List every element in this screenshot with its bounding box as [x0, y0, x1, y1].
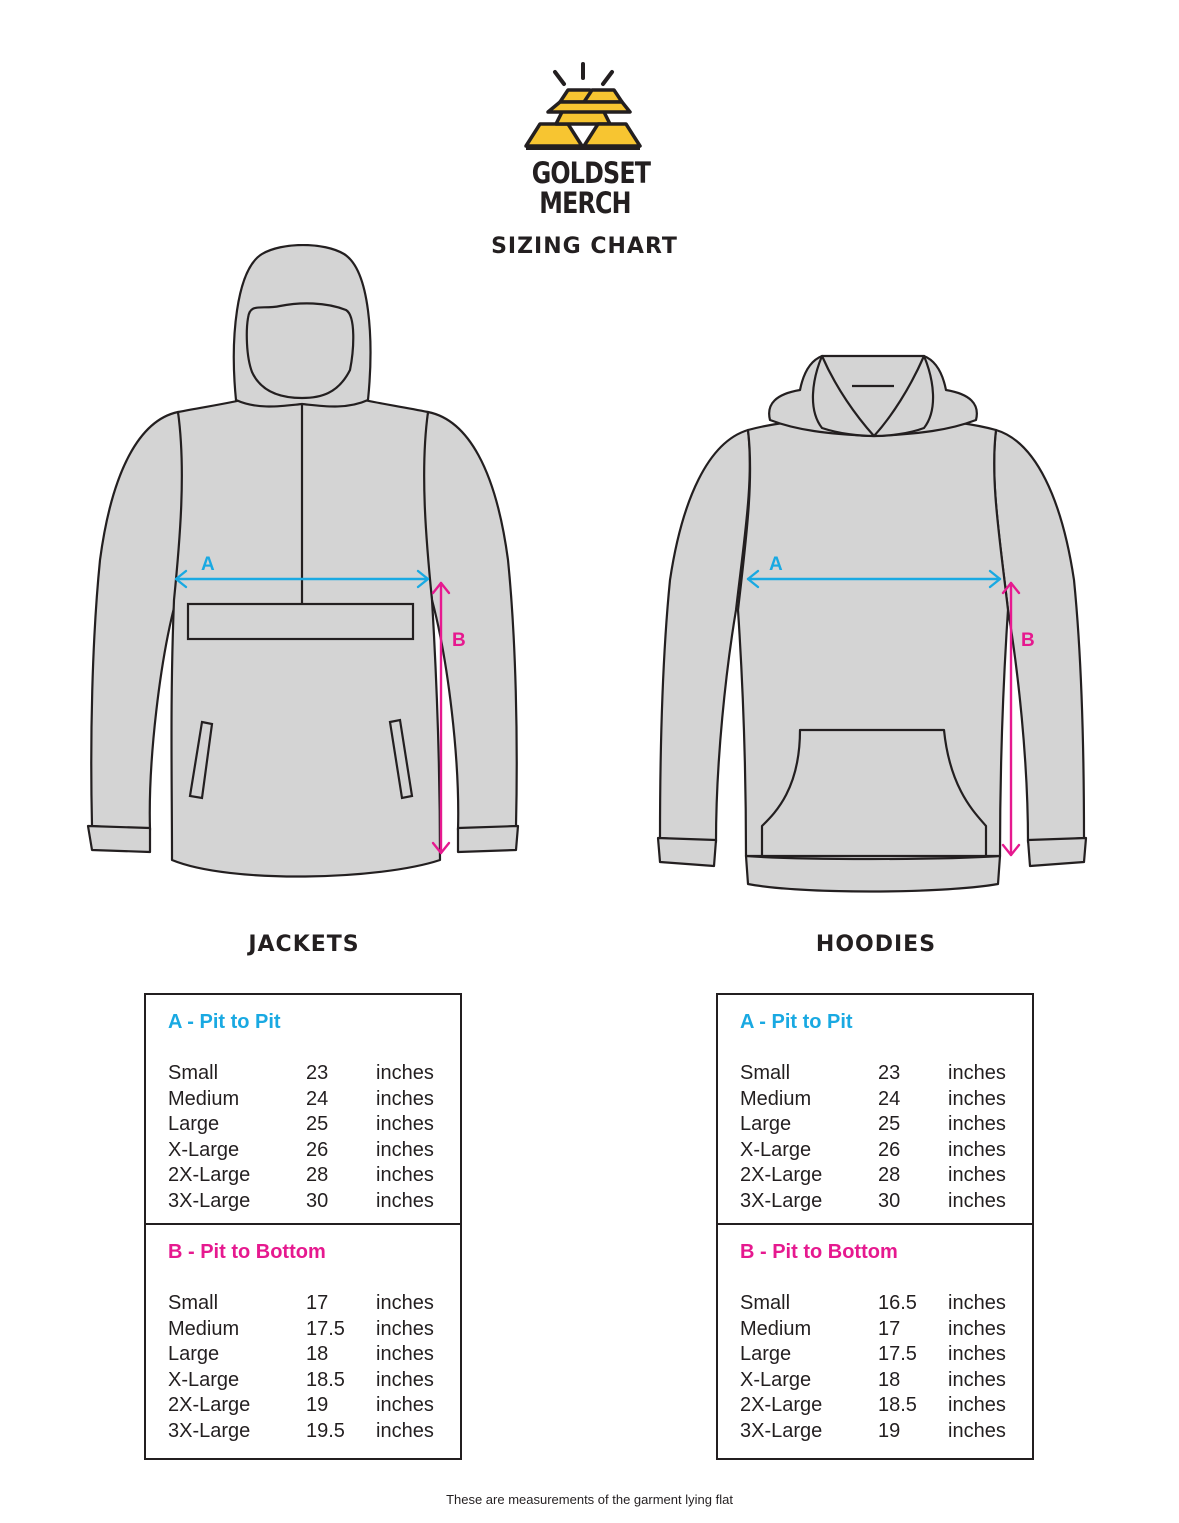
pit-to-pit-heading: A - Pit to Pit — [740, 1011, 853, 1033]
size-label: Large — [740, 1113, 792, 1136]
hoodies-title: HOODIES — [815, 932, 937, 957]
size-value: 19.5 — [306, 1419, 345, 1442]
size-unit: inches — [376, 1062, 434, 1084]
size-value: 18 — [878, 1368, 901, 1391]
jacket-measure-b-label: B — [452, 630, 466, 651]
size-label: 3X-Large — [740, 1419, 823, 1442]
size-unit: inches — [376, 1164, 434, 1187]
size-unit: inches — [376, 1368, 434, 1391]
size-unit: inches — [948, 1317, 1006, 1340]
size-label: Medium — [168, 1087, 240, 1110]
size-label: 2X-Large — [168, 1164, 251, 1187]
size-row — [740, 1368, 1032, 1394]
size-value: 25 — [306, 1113, 329, 1136]
hoodie-measure-b-label: B — [1021, 630, 1035, 651]
size-unit: inches — [948, 1138, 1006, 1161]
size-row — [740, 1061, 1032, 1087]
size-row — [168, 1087, 460, 1113]
size-label: X-Large — [168, 1368, 240, 1391]
size-value: 18.5 — [878, 1394, 917, 1417]
size-label: Large — [740, 1343, 792, 1366]
size-label: X-Large — [168, 1138, 240, 1161]
size-value: 16.5 — [878, 1292, 917, 1314]
size-unit: inches — [948, 1189, 1006, 1212]
pit-to-bottom-heading: B - Pit to Bottom — [740, 1241, 898, 1263]
size-value: 26 — [878, 1138, 901, 1161]
size-row — [168, 1317, 460, 1343]
size-row — [168, 1342, 460, 1368]
size-label: X-Large — [740, 1368, 812, 1391]
size-unit: inches — [948, 1292, 1006, 1314]
size-label: 3X-Large — [168, 1419, 251, 1442]
jackets-title: JACKETS — [248, 932, 360, 957]
brand-name-line1: GOLDSET — [531, 156, 651, 190]
size-label: Small — [168, 1062, 219, 1084]
pit-to-bottom-section — [146, 1225, 460, 1460]
size-label: 3X-Large — [740, 1189, 823, 1212]
size-row — [740, 1138, 1032, 1164]
size-value: 23 — [878, 1062, 901, 1084]
brand-logo — [520, 62, 650, 227]
size-row — [740, 1163, 1032, 1189]
footnote: These are measurements of the garment lying flat — [446, 1492, 733, 1507]
size-unit: inches — [948, 1343, 1006, 1366]
size-label: Small — [740, 1292, 791, 1314]
size-row — [168, 1393, 460, 1419]
size-value: 24 — [878, 1087, 901, 1110]
size-unit: inches — [948, 1419, 1006, 1442]
size-row — [740, 1342, 1032, 1368]
size-unit: inches — [376, 1292, 434, 1314]
size-value: 17 — [306, 1292, 329, 1314]
hoodie-illustration — [650, 350, 1090, 895]
pit-to-bottom-heading: B - Pit to Bottom — [168, 1241, 326, 1263]
jacket-measure-a-label: A — [201, 554, 215, 575]
size-unit: inches — [376, 1394, 434, 1417]
size-unit: inches — [376, 1087, 434, 1110]
size-row — [168, 1112, 460, 1138]
size-row — [168, 1291, 460, 1317]
size-row — [740, 1393, 1032, 1419]
size-row — [740, 1189, 1032, 1215]
size-row — [168, 1368, 460, 1394]
size-unit: inches — [948, 1368, 1006, 1391]
size-value: 17.5 — [306, 1317, 345, 1340]
size-value: 17 — [878, 1317, 901, 1340]
size-row — [168, 1163, 460, 1189]
size-label: Medium — [740, 1087, 812, 1110]
size-value: 19 — [878, 1419, 901, 1442]
size-unit: inches — [376, 1113, 434, 1136]
size-label: Small — [740, 1062, 791, 1084]
size-value: 18.5 — [306, 1368, 345, 1391]
size-row — [168, 1189, 460, 1215]
size-unit: inches — [376, 1189, 434, 1212]
size-unit: inches — [948, 1062, 1006, 1084]
size-unit: inches — [948, 1113, 1006, 1136]
size-label: Large — [168, 1113, 220, 1136]
size-row — [168, 1061, 460, 1087]
size-label: 3X-Large — [168, 1189, 251, 1212]
jacket-illustration — [85, 244, 525, 889]
brand-name-line2: MERCH — [539, 186, 631, 220]
size-label: Medium — [740, 1317, 812, 1340]
size-value: 19 — [306, 1394, 329, 1417]
size-row — [740, 1317, 1032, 1343]
size-value: 28 — [306, 1164, 329, 1187]
size-label: Large — [168, 1343, 220, 1366]
size-value: 23 — [306, 1062, 329, 1084]
size-unit: inches — [948, 1394, 1006, 1417]
jackets-size-table — [144, 993, 462, 1460]
size-row — [740, 1112, 1032, 1138]
size-row — [740, 1291, 1032, 1317]
size-unit: inches — [376, 1317, 434, 1340]
size-row — [168, 1419, 460, 1445]
size-label: Medium — [168, 1317, 240, 1340]
size-value: 24 — [306, 1087, 329, 1110]
size-label: 2X-Large — [740, 1394, 823, 1417]
pit-to-pit-heading: A - Pit to Pit — [168, 1011, 281, 1033]
size-label: X-Large — [740, 1138, 812, 1161]
pit-to-pit-section — [718, 995, 1032, 1225]
size-unit: inches — [376, 1419, 434, 1442]
pit-to-pit-section — [146, 995, 460, 1225]
size-unit: inches — [376, 1138, 434, 1161]
size-row — [168, 1138, 460, 1164]
size-value: 26 — [306, 1138, 329, 1161]
size-value: 18 — [306, 1343, 329, 1366]
size-unit: inches — [948, 1087, 1006, 1110]
hoodie-measure-a-label: A — [769, 554, 783, 575]
size-value: 30 — [878, 1189, 901, 1212]
size-unit: inches — [948, 1164, 1006, 1187]
size-row — [740, 1419, 1032, 1445]
pit-to-bottom-section — [718, 1225, 1032, 1460]
hoodies-size-table — [716, 993, 1034, 1460]
gold-bars-icon — [520, 62, 650, 158]
size-unit: inches — [376, 1343, 434, 1366]
size-value: 17.5 — [878, 1343, 917, 1366]
size-value: 25 — [878, 1113, 901, 1136]
size-row — [740, 1087, 1032, 1113]
size-value: 28 — [878, 1164, 901, 1187]
size-value: 30 — [306, 1189, 329, 1212]
page-title: SIZING CHART — [491, 234, 678, 259]
size-label: Small — [168, 1292, 219, 1314]
size-label: 2X-Large — [168, 1394, 251, 1417]
size-label: 2X-Large — [740, 1164, 823, 1187]
